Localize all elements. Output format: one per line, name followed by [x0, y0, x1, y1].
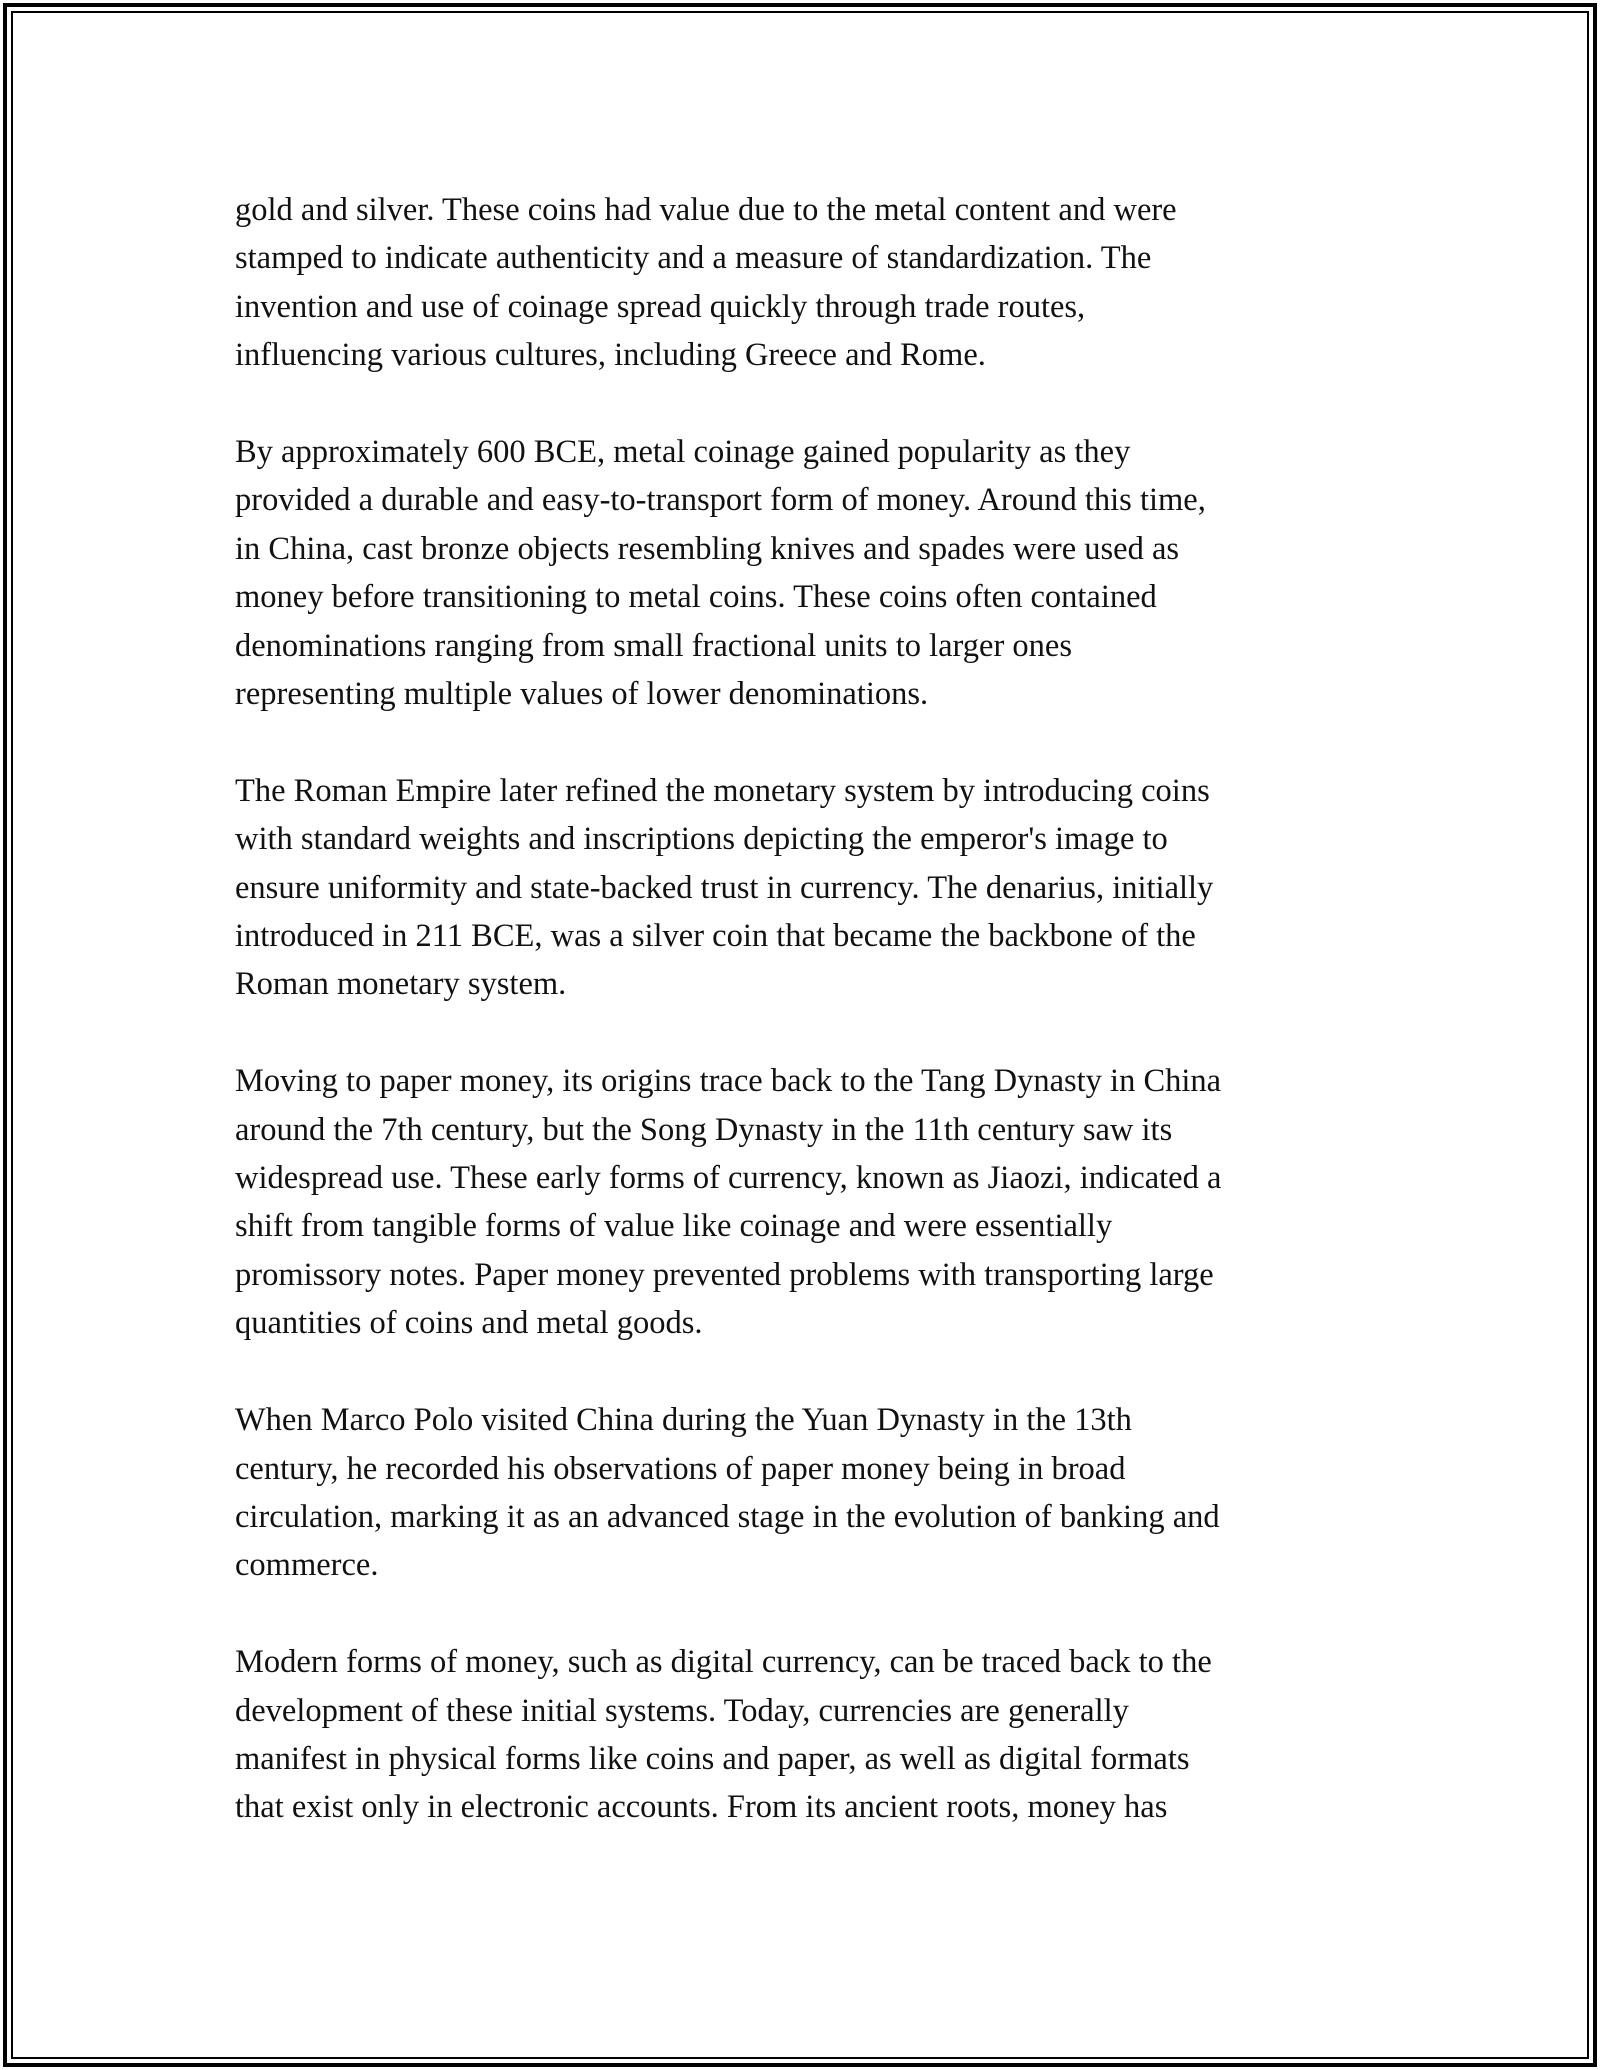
paragraph: Modern forms of money, such as digital currency, can be traced back to the development of these initial systems. Today, currencies are generally manifest in physical forms like coins and paper, as well as digital formats that exist only in electronic accounts. From its ancient roots, money has	[235, 1644, 1212, 1826]
paragraph: The Roman Empire later refined the monetary system by introducing coins with standard weights and inscriptions depicting the emperor's image to ensure uniformity and state-backed trust in currency. The denarius, initially introduced in 211 BCE, was a silver coin that became the backbone of the Roman monetary system.	[235, 772, 1214, 1003]
document-body	[235, 186, 1375, 1880]
paragraph: Moving to paper money, its origins trace back to the Tang Dynasty in China around the 7th century, but the Song Dynasty in the 11th century saw its widespread use. These early forms of currency, known as Jiaozi, indicated a shift from tangible forms of value like coinage and were essentially promissory notes. Paper money prevented problems with transporting large quantities of coins and metal goods.	[235, 1063, 1222, 1342]
paragraph: By approximately 600 BCE, metal coinage gained popularity as they provided a durable and easy-to-transport form of money. Around this time, in China, cast bronze objects resembling knives and spades were used as money before transitioning to metal coins. These coins often contained denominations ranging from small fractional units to larger ones representing multiple values of lower denominations.	[235, 434, 1206, 713]
paragraph: gold and silver. These coins had value due to the metal content and were stamped to indicate authenticity and a measure of standardization. The invention and use of coinage spread quickly through trade routes, influencing various cultures, including Greece and Rome.	[235, 192, 1177, 374]
paragraph: When Marco Polo visited China during the Yuan Dynasty in the 13th century, he recorded his observations of paper money being in broad circulation, marking it as an advanced stage in the evolution of banking and commerce.	[235, 1402, 1220, 1584]
